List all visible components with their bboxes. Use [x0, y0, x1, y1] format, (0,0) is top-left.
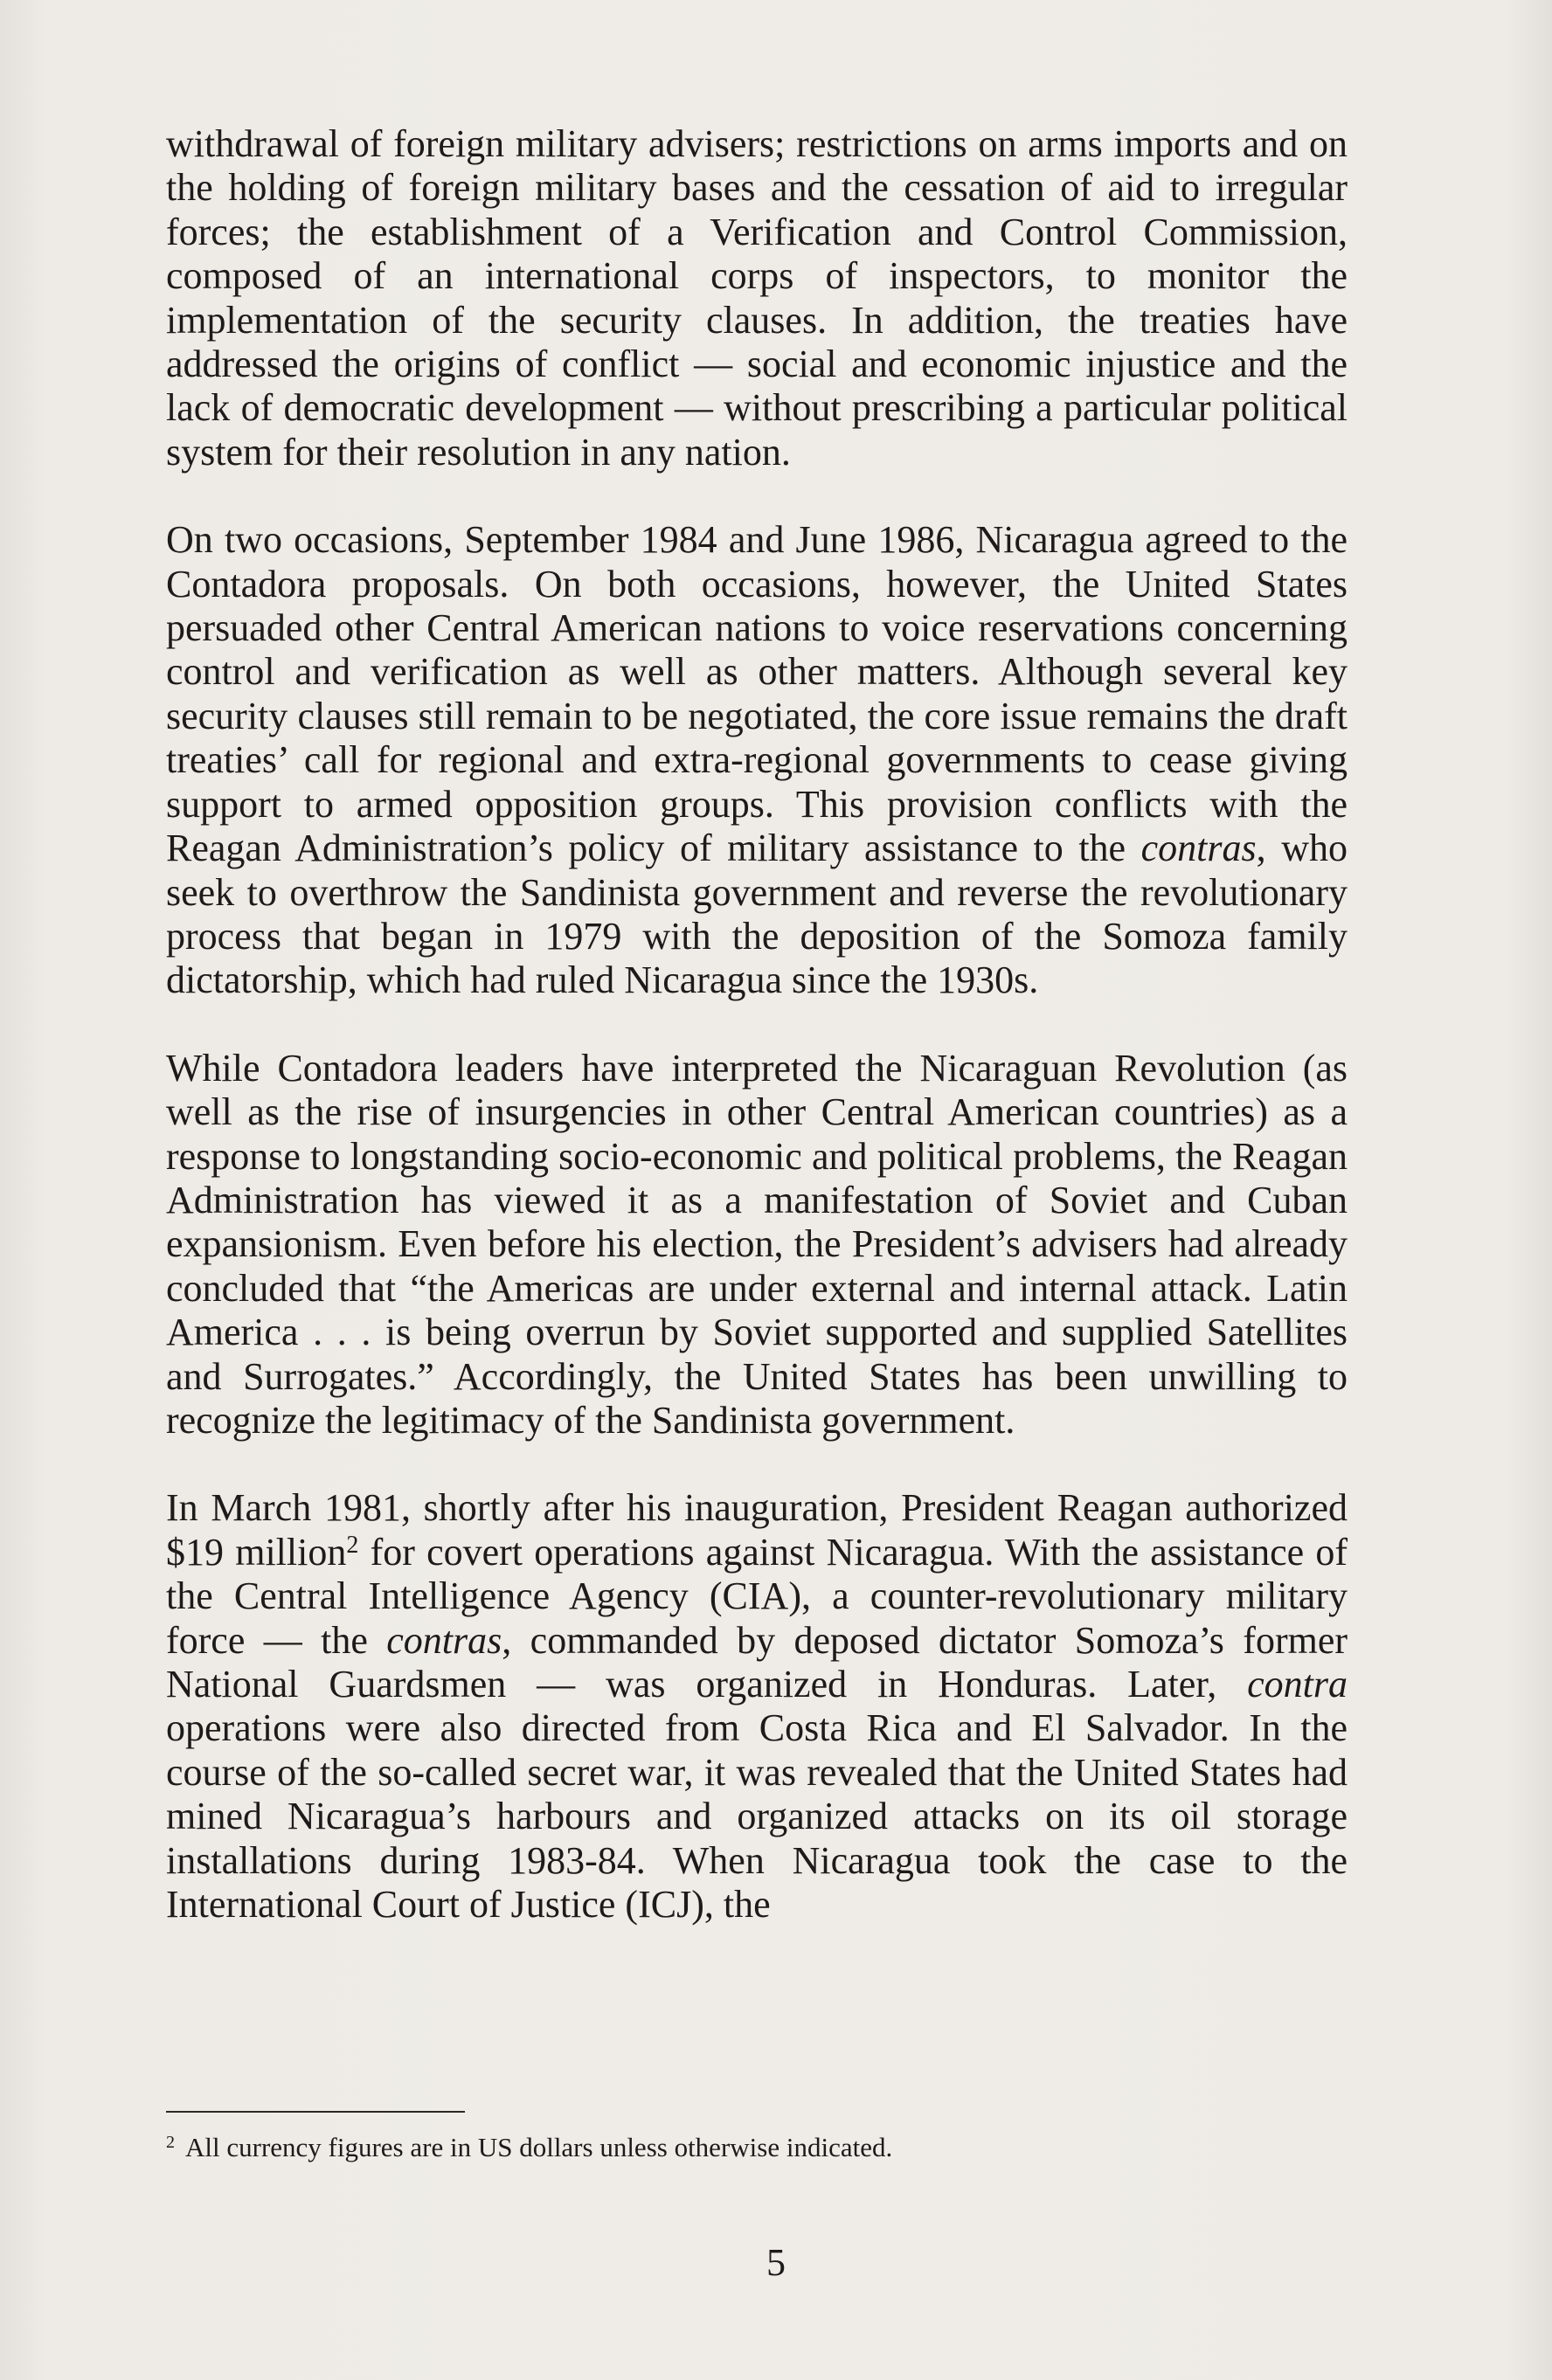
- italic-text: contra: [1247, 1663, 1348, 1705]
- text-run: On two occasions, September 1984 and June 1986, Nicaragua agreed to the Contadora proposals. On both occasions, however, the United States persuaded other Central American nations to voice reservations concerning control and verification as well as other matters. Although several key security clauses still remain to be negotiated, the core issue remains the draft treaties’ call for regional and extra-regional governments to cease giving support to armed opposition groups. This provision conflicts with the Reagan Administration’s policy of military assistance to the: [166, 518, 1348, 870]
- paragraph: [166, 518, 1348, 1002]
- text-run: operations were also directed from Costa Rica and El Salvador. In the course of the so-called secret war, it was revealed that the United States had mined Nicaragua’s harbours and organized attacks on its oil storage installations during 1983-84. When Nicaragua took the case to the International Court of Justice (ICJ), the: [166, 1706, 1348, 1927]
- footnote-marker: 2: [166, 2133, 175, 2152]
- page-number: 5: [766, 2241, 786, 2284]
- text-run: for covert operations against Nicaragua. With the assistance of the Central Intelligence Agency (CIA), a counter-revolutionary military force — the: [166, 1530, 1348, 1662]
- text-run: While Contadora leaders have interpreted the Nicaraguan Revolution (as well as the rise of insurgencies in other Central American countries) as a response to longstanding socio-economic and political problems, the Reagan Administration has viewed it as a manifestation of Soviet and Cuban expansionism. Even before his election, the President’s advisers had already concluded that “the Americas are under external and internal attack. Latin America . . . is being overrun by Soviet supported and supplied Satellites and Surrogates.” Accordingly, the United States has been unwilling to recognize the legitimacy of the Sandinista government.: [166, 1046, 1348, 1442]
- paragraph: [166, 1047, 1348, 1443]
- text-run: withdrawal of foreign military advisers; restrictions on arms imports and on the holding of foreign military bases and the cessation of aid to irregular forces; the establishment of a Verification and Control Commission, composed of an international corps of inspectors, to monitor the implementation of the security clauses. In addition, the treaties have addressed the origins of conflict — social and economic injustice and the lack of democratic development — without prescribing a particular political system for their resolution in any nation.: [166, 122, 1348, 474]
- footnote-text: All currency figures are in US dollars unless otherwise indicated.: [185, 2132, 893, 2162]
- text-run: , who seek to overthrow the Sandinista government and reverse the revolutionary process that began in 1979 with the deposition of the Somoza family dictatorship, which had ruled Nicaragua since the 1930s.: [166, 827, 1348, 1002]
- italic-text: contras: [1140, 827, 1257, 870]
- footnote-reference: 2: [346, 1531, 359, 1559]
- paragraph: [166, 1486, 1348, 1927]
- text-run: , commanded by deposed dictator Somoza’s former National Guardsmen — was organized in Honduras. Later,: [166, 1618, 1348, 1705]
- paragraph: [166, 122, 1348, 474]
- footnote: [166, 2125, 1302, 2165]
- italic-text: contras: [386, 1618, 502, 1662]
- body-text: [166, 122, 1348, 1970]
- footnote-divider: [166, 2111, 465, 2113]
- text-run: In March 1981, shortly after his inauguration, President Reagan authorized $19 million: [166, 1486, 1348, 1574]
